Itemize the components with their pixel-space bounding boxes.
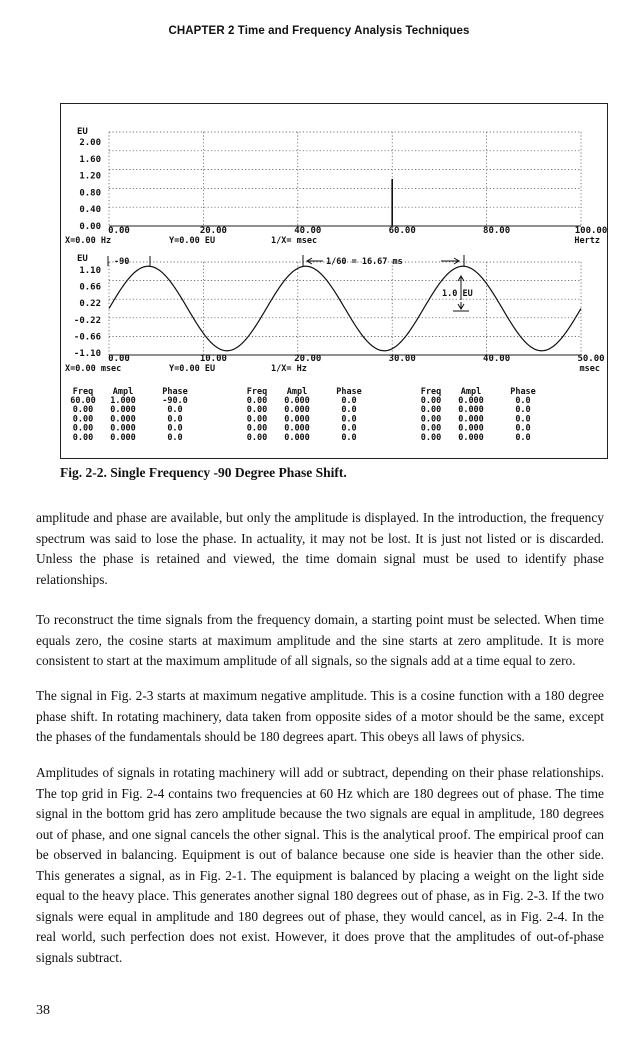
table-cell: -90.0: [162, 396, 188, 406]
body-paragraph: amplitude and phase are available, but only the amplitude is displayed. In the introduction, the frequency spectrum was said to lose the phase. In actuality, it may not be lost. It is just not listed or is discarded. Unless the phase is retained and viewed, the time domain signal must be used to identify phase relationships.: [36, 510, 604, 587]
x-tick-label: 60.00: [388, 226, 416, 236]
x-tick-label: 20.00: [199, 226, 227, 236]
x-tick-label: 0.00: [108, 226, 130, 236]
y-tick-label: 0.66: [79, 282, 101, 293]
table-cell: 0.0: [341, 396, 357, 406]
table-cell: 0.00: [246, 432, 268, 443]
table-cell: 0.000: [458, 405, 484, 416]
table-cell: 0.0: [341, 414, 357, 425]
x-tick-label: 40.00: [294, 226, 322, 236]
x-tick-label: 20.00: [294, 354, 322, 364]
x-tick-label: 100.00: [574, 226, 607, 236]
y-tick-label: 2.00: [79, 138, 101, 148]
table-cell: 0.000: [284, 432, 310, 443]
table-header: Phase: [162, 387, 188, 397]
figure-canvas: [61, 104, 607, 458]
x-tick-label: 10.00: [199, 354, 227, 364]
y-tick-label: 0.80: [79, 188, 101, 199]
y-tick-label: -0.22: [73, 315, 101, 326]
table-cell: 0.00: [72, 423, 94, 434]
table-cell: 0.000: [284, 414, 310, 425]
table-header: Freq: [420, 387, 442, 397]
waveform-readout-y: Y=0.00 EU: [169, 364, 216, 374]
waveform-readout-inverse: 1/X= Hz: [271, 364, 307, 374]
table-header: Phase: [336, 387, 362, 397]
table-cell: 1.000: [110, 396, 136, 406]
y-tick-label: -1.10: [73, 349, 101, 359]
x-tick-label: 50.00: [577, 354, 605, 364]
table-cell: 0.000: [458, 396, 484, 406]
table-cell: 0.000: [110, 405, 136, 416]
table-header: Ampl: [460, 387, 482, 397]
waveform-unit-label: EU: [77, 254, 88, 264]
y-tick-label: 0.22: [79, 299, 101, 310]
table-cell: 0.000: [110, 423, 136, 434]
table-cell: 0.0: [341, 423, 357, 434]
table-header: Freq: [246, 387, 268, 397]
table-cell: 0.0: [167, 414, 183, 425]
spectrum-readout-inverse: 1/X= msec: [271, 236, 318, 246]
table-cell: 0.0: [167, 432, 183, 443]
table-cell: 0.000: [110, 432, 136, 443]
table-cell: 0.0: [167, 405, 183, 416]
table-cell: 0.0: [515, 414, 531, 425]
table-cell: 0.0: [515, 432, 531, 443]
table-cell: 0.000: [458, 432, 484, 443]
harmonic-table: [70, 387, 536, 443]
table-cell: 0.00: [420, 396, 442, 406]
y-tick-label: -0.66: [73, 332, 101, 343]
table-cell: 0.0: [167, 423, 183, 434]
spectrum-readout-x: X=0.00 Hz: [65, 236, 112, 246]
body-paragraph: Amplitudes of signals in rotating machinery will add or subtract, depending on their phase relationships. The top grid in Fig. 2-4 contains two frequencies at 60 Hz which are 180 degrees out of phase. The time signal in the bottom grid has zero amplitude because the two signals are equal in amplitude, 180 degrees out of phase, and one signal cancels the other signal. This is the analytical proof. The empirical proof can be observed in balancing. Equipment is out of balance because one side is heavier than the other side. This generates a signal, as in Fig. 2-1. The equipment is balanced by placing a weight on the light side equal to the heavy place. This generates another signal 180 degrees out of phase, as in Fig. 2-3. If the two signals were equal in amplitude and 180 degrees out of phase, they would cancel, as in Fig. 2-4. In the real world, such perfection does not exist. However, it does prove that the amplitudes of out-of-phase signals subtract.: [36, 765, 604, 965]
table-cell: 0.00: [72, 414, 94, 425]
table-cell: 0.00: [420, 405, 442, 416]
table-cell: 0.00: [72, 432, 94, 443]
waveform-x-unit: msec: [579, 364, 600, 374]
waveform-line: [109, 266, 581, 351]
table-cell: 0.000: [284, 423, 310, 434]
body-paragraph: The signal in Fig. 2-3 starts at maximum negative amplitude. This is a cosine function with a 180 degree phase shift. In rotating machinery, data taken from opposite sides of a motor should be the same, except the phases of the fundamentals should be 180 degrees apart. This obeys all laws of physics.: [36, 688, 604, 744]
x-tick-label: 80.00: [483, 226, 511, 236]
x-tick-label: 0.00: [108, 354, 130, 364]
spectrum-plot: [65, 127, 607, 246]
table-cell: 0.0: [515, 423, 531, 434]
table-cell: 0.00: [246, 396, 268, 406]
table-cell: 0.000: [458, 423, 484, 434]
table-cell: 0.00: [420, 432, 442, 443]
y-tick-label: 1.20: [79, 171, 101, 182]
figure-caption: Fig. 2-2. Single Frequency -90 Degree Phase Shift.: [60, 465, 347, 480]
x-tick-label: 40.00: [483, 354, 511, 364]
amplitude-annotation: 1.0 EU: [442, 289, 473, 299]
table-cell: 60.00: [70, 396, 96, 406]
table-header: Ampl: [286, 387, 308, 397]
period-annotation: 1/60 = 16.67 ms: [326, 257, 403, 267]
spectrum-unit-label: EU: [77, 127, 88, 137]
table-cell: 0.00: [420, 423, 442, 434]
table-cell: 0.0: [515, 405, 531, 416]
table-header: Ampl: [112, 387, 134, 397]
table-cell: 0.00: [246, 423, 268, 434]
table-cell: 0.0: [341, 432, 357, 443]
table-cell: 0.000: [110, 414, 136, 425]
waveform-readout-x: X=0.00 msec: [65, 364, 122, 374]
figure-2-2: [60, 103, 608, 459]
table-header: Freq: [72, 387, 94, 397]
waveform-plot: [65, 254, 605, 374]
y-tick-label: 1.10: [79, 266, 101, 276]
y-tick-label: 0.40: [79, 205, 101, 216]
page-number: 38: [36, 1003, 50, 1018]
table-cell: 0.000: [284, 405, 310, 416]
chapter-header: CHAPTER 2 Time and Frequency Analysis Techniques: [168, 25, 470, 37]
table-cell: 0.00: [420, 414, 442, 425]
table-cell: 0.000: [458, 414, 484, 425]
table-cell: 0.000: [284, 396, 310, 406]
body-paragraph: To reconstruct the time signals from the frequency domain, a starting point must be selected. When time equals zero, the cosine starts at maximum amplitude and the sine starts at zero amplitude. It is more consistent to start at the maximum amplitude of all signals, so the signals add at a time equal to zero.: [36, 612, 604, 668]
y-tick-label: 1.60: [79, 154, 101, 165]
y-tick-label: 0.00: [79, 222, 101, 232]
table-cell: 0.00: [246, 414, 268, 425]
table-cell: 0.0: [515, 396, 531, 406]
table-cell: 0.0: [341, 405, 357, 416]
table-cell: 0.00: [246, 405, 268, 416]
spectrum-readout-y: Y=0.00 EU: [169, 236, 216, 246]
table-cell: 0.00: [72, 405, 94, 416]
x-tick-label: 30.00: [388, 354, 416, 364]
table-header: Phase: [510, 387, 536, 397]
phase-annotation: -90: [114, 257, 130, 267]
spectrum-x-unit: Hertz: [574, 236, 600, 246]
